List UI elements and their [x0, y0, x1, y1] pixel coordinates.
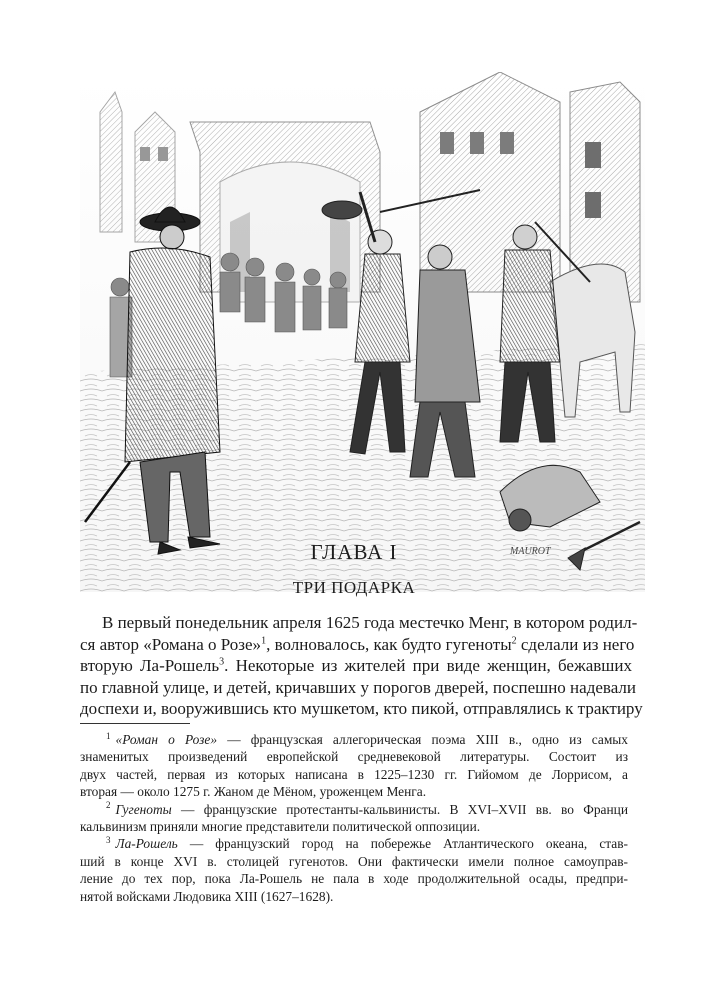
footnote-ref[interactable]: 1 [261, 634, 267, 646]
artist-signature: MAUROT [510, 546, 551, 557]
chapter-subtitle: ТРИ ПОДАРКА [292, 578, 416, 597]
engraving-illustration [80, 72, 645, 592]
footnote-1: $^1$ «Роман о Розе» — французская аллегорическая поэма XIII в., одно из самых знаменитых произведений европейской средневековой литературы. Состоит из двух частей, первая из которых написана в 1225–1230 гг. Гийомом де Лоррисом, а вторая — около 1275 г. Жаном де Мёном, уроженцем Менга. [80, 730, 628, 800]
footnote-term: Ла-Рошель [115, 836, 178, 852]
footnote-ref[interactable]: 3 [219, 656, 225, 668]
footnote-ref[interactable]: 2 [511, 634, 517, 646]
footnote-number: 2 [106, 800, 111, 811]
body-line: по главной улице, и детей, кричавших у порогов дверей, поспешно надевали [80, 677, 636, 697]
footnote-term: «Роман о Розе» [115, 732, 218, 747]
footnote-divider [80, 723, 190, 724]
footnote-2: $^2$ Гугеноты — французские протестанты-кальвинисты. В XVI–XVII вв. во Франци кальвинизм приняли многие представители политической оппозиции. [80, 800, 628, 835]
footnote-term: Гугеноты [115, 801, 172, 817]
body-line: В первый понедельник апреля 1625 года местечко Менг, в котором родил- [102, 613, 638, 632]
footnote-number: 3 [106, 834, 111, 845]
footnote-3: $^3$ Ла-Рошель — французский город на побережье Атлантического океана, став- ший в конце XVI в. столицей гугенотов. Они фактически имели полное самоуправ- ление до тех пор, пока Ла-Рошель не пала в ходе продолжительной осады, предпри- нятой войсками Людовика XIII (1627–1628). [80, 834, 628, 904]
footnote-number: 1 [106, 730, 111, 741]
body-line: доспехи и, вооружившись кто мушкетом, кто пикой, отправлялись к трактиру [80, 699, 643, 718]
footnotes [80, 731, 628, 905]
body-paragraph [80, 612, 643, 720]
body-line: ся автор «Романа о Розе»$^1$, волновалось, как будто гугеноты$^2$ сделали из него [80, 634, 635, 654]
body-line: вторую Ла-Рошель$^3$. Некоторые из жителей при виде женщин, бежавших [80, 656, 632, 675]
chapter-title: ГЛАВА I [310, 540, 398, 564]
